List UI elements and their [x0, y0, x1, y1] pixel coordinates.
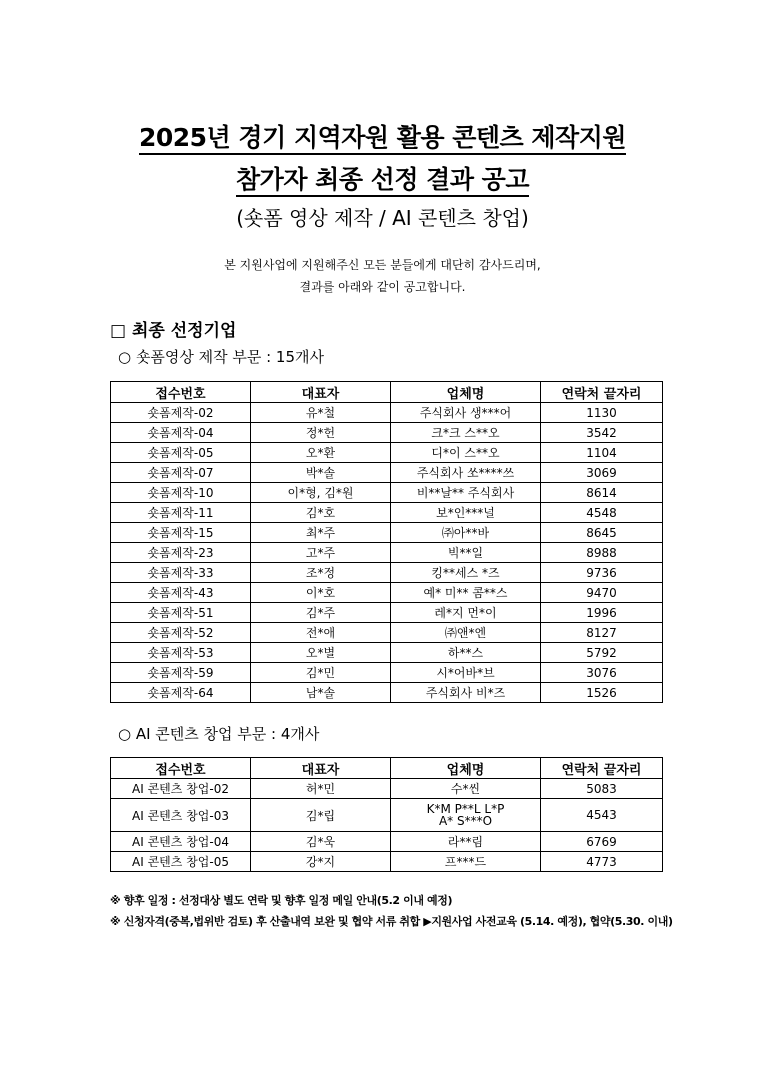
cell-representative: 강*지 [251, 852, 391, 872]
table-row [111, 543, 663, 563]
cell-receipt-no: 숏폼제작-04 [111, 423, 251, 443]
cell-contact: 8988 [541, 543, 663, 563]
cell-receipt-no: 숏폼제작-53 [111, 643, 251, 663]
header-receipt-no: 접수번호 [111, 758, 251, 779]
cell-company: K*M P**L L*P A* S***O [391, 799, 541, 832]
cell-receipt-no: 숏폼제작-51 [111, 603, 251, 623]
table-row [111, 423, 663, 443]
header-company: 업체명 [391, 382, 541, 403]
cell-contact: 3542 [541, 423, 663, 443]
cell-representative: 이*형, 김*원 [251, 483, 391, 503]
cell-company: 수*씬 [391, 779, 541, 799]
cell-contact: 5792 [541, 643, 663, 663]
cell-receipt-no: 숏폼제작-59 [111, 663, 251, 683]
cell-representative: 김*립 [251, 799, 391, 832]
table-row [111, 683, 663, 703]
cell-company: 크*크 스**오 [391, 423, 541, 443]
table-row [111, 443, 663, 463]
cell-company: 킹**세스 *즈 [391, 563, 541, 583]
table-row [111, 603, 663, 623]
cell-contact: 8127 [541, 623, 663, 643]
cell-representative: 김*호 [251, 503, 391, 523]
cell-contact: 6769 [541, 832, 663, 852]
table-header-row [111, 382, 663, 403]
cell-company: 하**스 [391, 643, 541, 663]
cell-representative: 정*헌 [251, 423, 391, 443]
cell-receipt-no: 숏폼제작-33 [111, 563, 251, 583]
cell-representative: 이*호 [251, 583, 391, 603]
cell-representative: 허*민 [251, 779, 391, 799]
cell-representative: 오*별 [251, 643, 391, 663]
header-contact: 연락처 끝자리 [541, 382, 663, 403]
table-row [111, 483, 663, 503]
cell-contact: 9736 [541, 563, 663, 583]
cell-representative: 고*주 [251, 543, 391, 563]
cell-company: 주식회사 생***어 [391, 403, 541, 423]
cell-contact: 1526 [541, 683, 663, 703]
cell-receipt-no: 숏폼제작-02 [111, 403, 251, 423]
cell-representative: 김*주 [251, 603, 391, 623]
section-heading: □ 최종 선정기업 [110, 321, 237, 341]
cell-company: 예* 미** 콤**스 [391, 583, 541, 603]
table-row [111, 852, 663, 872]
table-header-row [111, 758, 663, 779]
cell-receipt-no: 숏폼제작-43 [111, 583, 251, 603]
cell-company: 시*어바*브 [391, 663, 541, 683]
table-row [111, 623, 663, 643]
table-row [111, 523, 663, 543]
cell-receipt-no: 숏폼제작-05 [111, 443, 251, 463]
note-eligibility: ※ 신청자격(중복,법위반 검토) 후 산출내역 보완 및 협약 서류 취합 ▶지원사업 사전교육 (5.14. 예정), 협약(5.30. 이내) [110, 915, 673, 928]
cell-representative: 박*솔 [251, 463, 391, 483]
cell-company: ㈜앤*엔 [391, 623, 541, 643]
intro-line-2: 결과를 아래와 같이 공고합니다. [299, 280, 466, 294]
cell-contact: 8614 [541, 483, 663, 503]
cell-receipt-no: AI 콘텐츠 창업-04 [111, 832, 251, 852]
cell-receipt-no: 숏폼제작-10 [111, 483, 251, 503]
table-row [111, 832, 663, 852]
shortform-table [110, 381, 663, 703]
cell-contact: 4773 [541, 852, 663, 872]
header-company: 업체명 [391, 758, 541, 779]
cell-receipt-no: 숏폼제작-23 [111, 543, 251, 563]
cell-contact: 5083 [541, 779, 663, 799]
cell-receipt-no: AI 콘텐츠 창업-05 [111, 852, 251, 872]
cell-company: ㈜아**바 [391, 523, 541, 543]
title-line-1: 2025년 경기 지역자원 활용 콘텐츠 제작지원 [0, 118, 765, 154]
cell-company: 디*이 스**오 [391, 443, 541, 463]
cell-receipt-no: 숏폼제작-52 [111, 623, 251, 643]
cell-contact: 3076 [541, 663, 663, 683]
cell-contact: 1130 [541, 403, 663, 423]
intro-text [0, 254, 765, 298]
cell-company: 주식회사 쏘****쓰 [391, 463, 541, 483]
cell-receipt-no: 숏폼제작-64 [111, 683, 251, 703]
table-row [111, 643, 663, 663]
cell-representative: 김*욱 [251, 832, 391, 852]
header-representative: 대표자 [251, 758, 391, 779]
intro-line-1: 본 지원사업에 지원해주신 모든 분들에게 대단히 감사드리며, [224, 258, 541, 272]
table-row [111, 663, 663, 683]
cell-representative: 최*주 [251, 523, 391, 543]
cell-company: 빅**일 [391, 543, 541, 563]
title-line-3: (숏폼 영상 제작 / AI 콘텐츠 창업) [236, 206, 529, 230]
cell-company: 라**림 [391, 832, 541, 852]
cell-company: 주식회사 비*즈 [391, 683, 541, 703]
cell-company: 보*인***널 [391, 503, 541, 523]
table-row [111, 779, 663, 799]
cell-company: 레*지 먼*이 [391, 603, 541, 623]
cell-contact: 4548 [541, 503, 663, 523]
cell-contact: 1996 [541, 603, 663, 623]
cell-contact: 1104 [541, 443, 663, 463]
cell-representative: 전*애 [251, 623, 391, 643]
title-line-2: 참가자 최종 선정 결과 공고 [0, 160, 765, 196]
ai-heading: ○ AI 콘텐츠 창업 부문 : 4개사 [118, 725, 320, 743]
table-row [111, 583, 663, 603]
shortform-heading: ○ 숏폼영상 제작 부문 : 15개사 [118, 348, 324, 366]
cell-receipt-no: 숏폼제작-07 [111, 463, 251, 483]
ai-table [110, 757, 663, 872]
cell-representative: 유*철 [251, 403, 391, 423]
cell-receipt-no: AI 콘텐츠 창업-03 [111, 799, 251, 832]
cell-contact: 3069 [541, 463, 663, 483]
cell-receipt-no: 숏폼제작-11 [111, 503, 251, 523]
cell-receipt-no: 숏폼제작-15 [111, 523, 251, 543]
cell-company: 프***드 [391, 852, 541, 872]
cell-representative: 오*환 [251, 443, 391, 463]
table-row [111, 463, 663, 483]
cell-contact: 4543 [541, 799, 663, 832]
cell-contact: 8645 [541, 523, 663, 543]
cell-representative: 조*정 [251, 563, 391, 583]
cell-representative: 김*민 [251, 663, 391, 683]
table-row [111, 403, 663, 423]
table-row [111, 503, 663, 523]
note-schedule: ※ 향후 일정 : 선정대상 별도 연락 및 향후 일정 메일 안내(5.2 이내 예정) [110, 894, 453, 907]
header-representative: 대표자 [251, 382, 391, 403]
table-row [111, 799, 663, 832]
table-row [111, 563, 663, 583]
header-receipt-no: 접수번호 [111, 382, 251, 403]
cell-contact: 9470 [541, 583, 663, 603]
header-contact: 연락처 끝자리 [541, 758, 663, 779]
cell-company: 비**날** 주식회사 [391, 483, 541, 503]
cell-representative: 남*솔 [251, 683, 391, 703]
cell-receipt-no: AI 콘텐츠 창업-02 [111, 779, 251, 799]
